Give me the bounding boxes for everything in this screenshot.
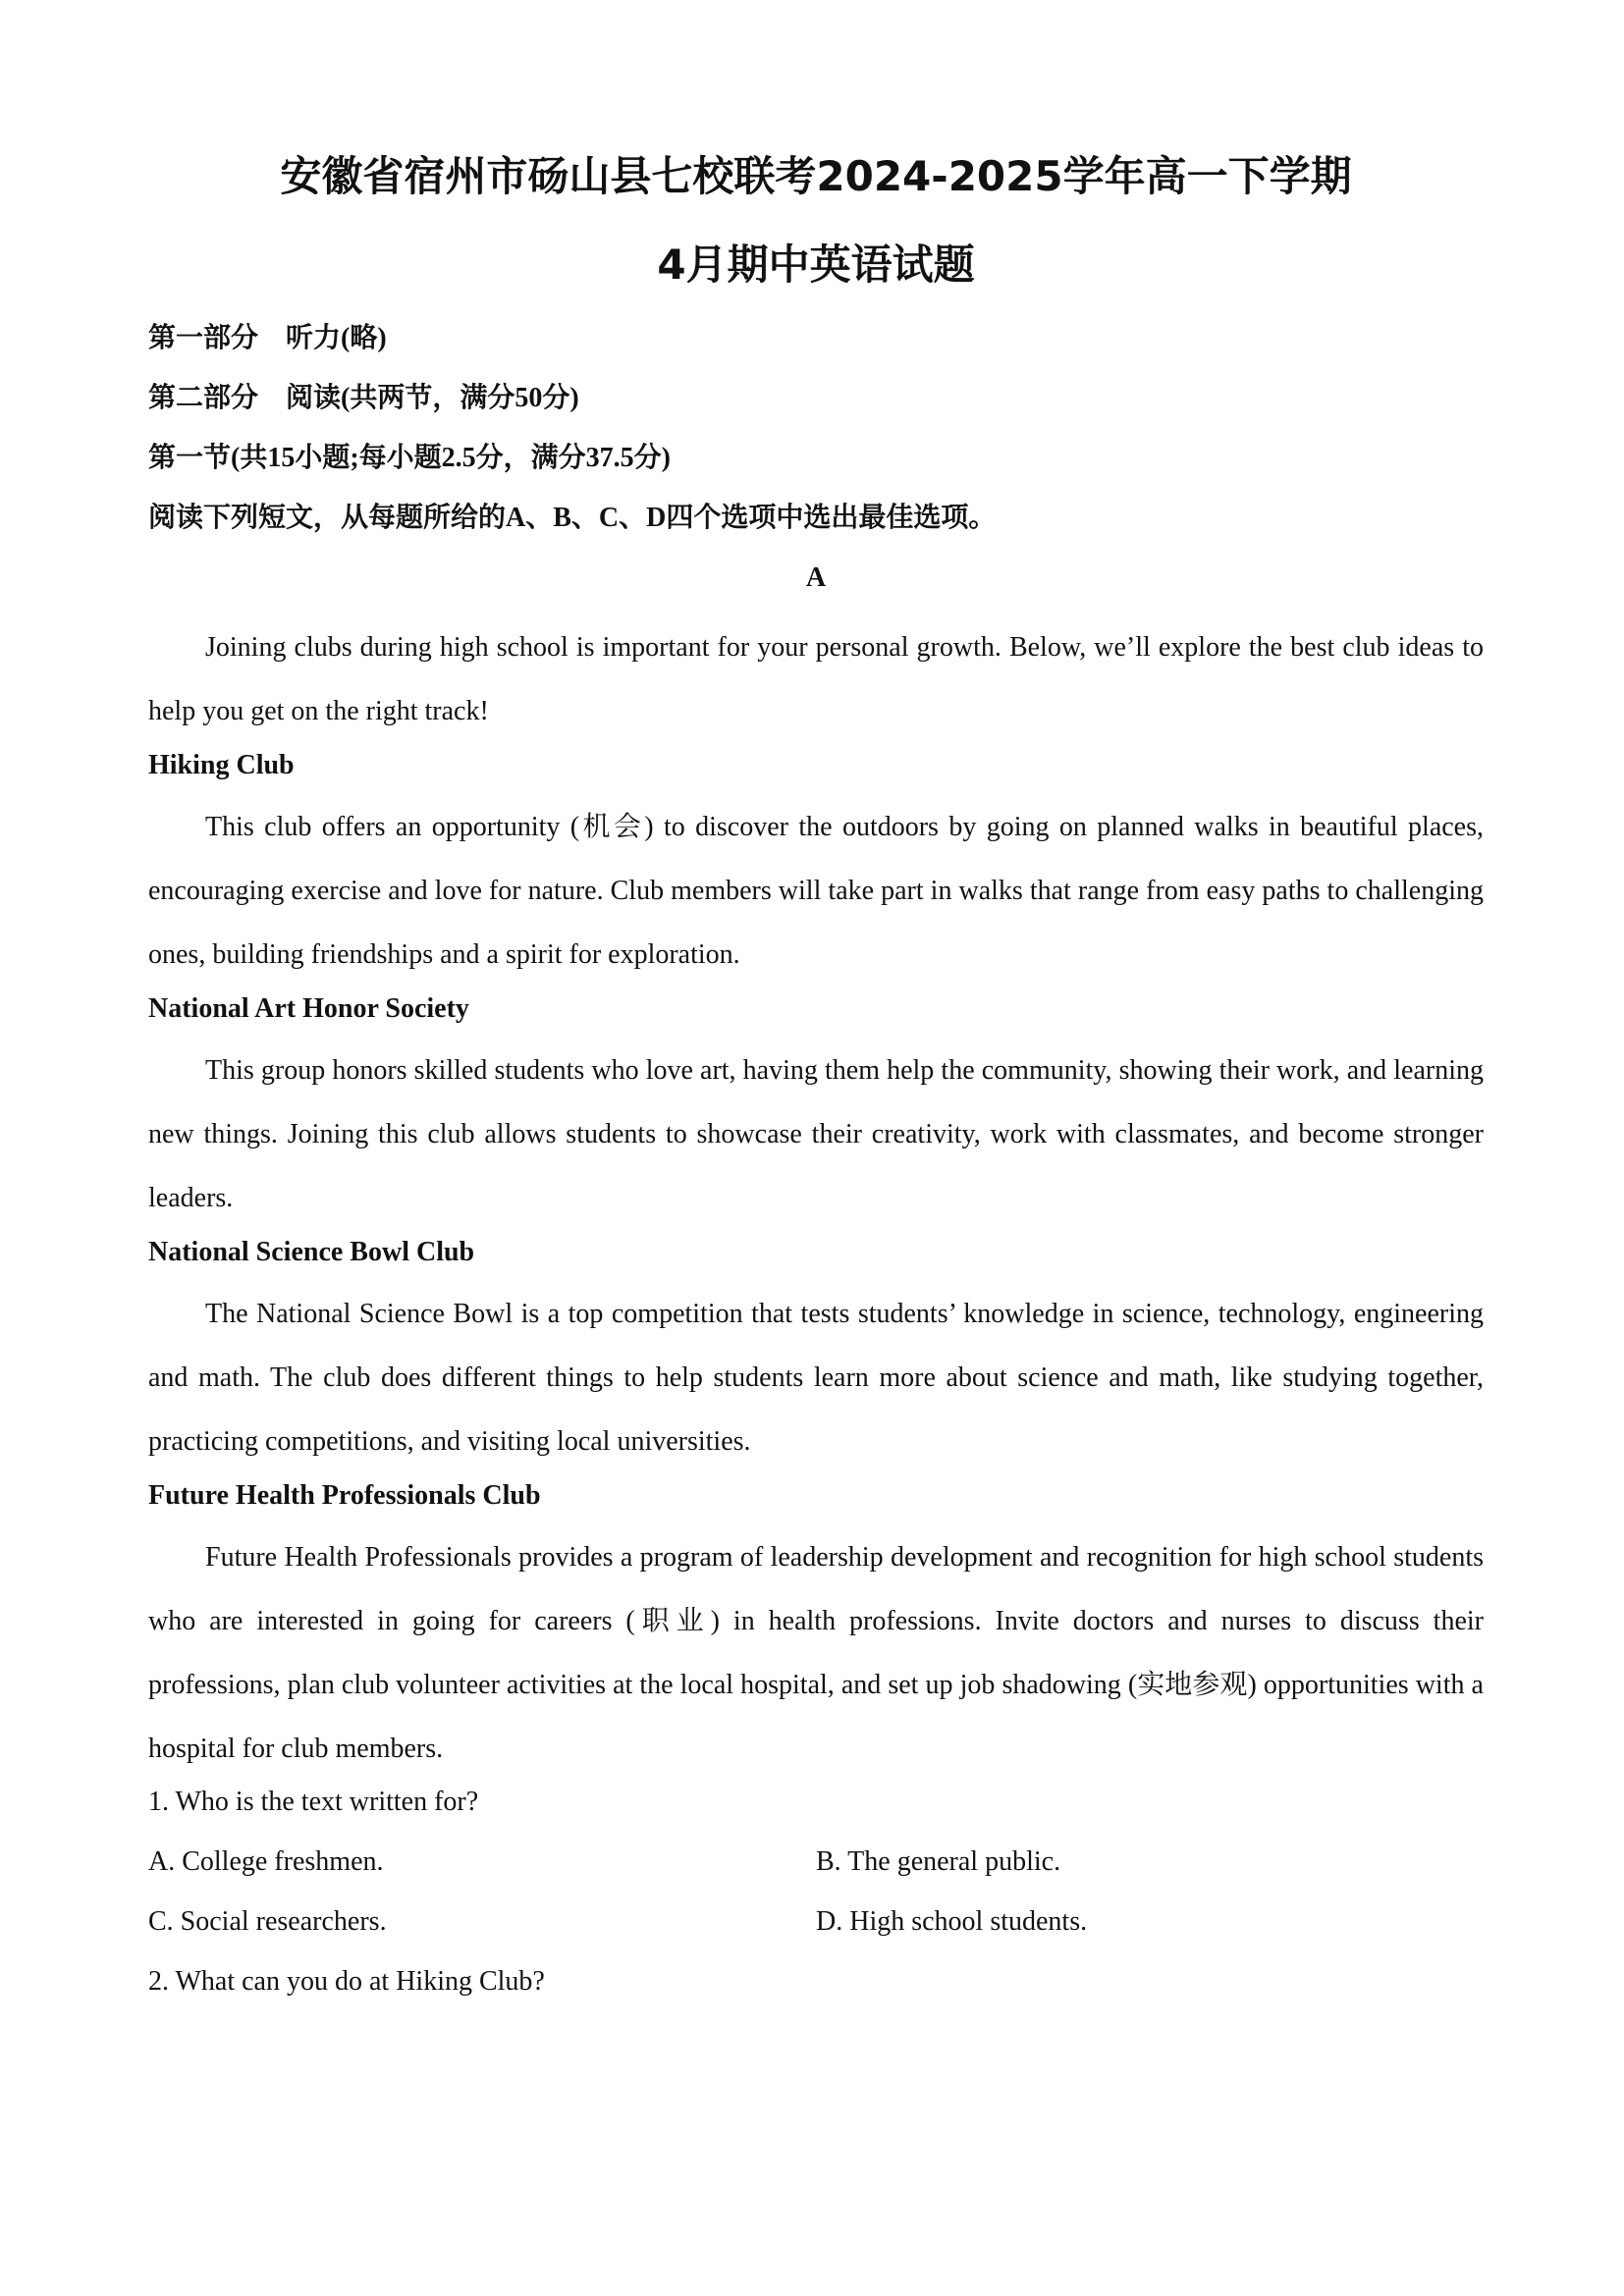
passage-letter: A	[805, 562, 827, 593]
club-description: Future Health Professionals provides a program of leadership development and recognition for high school students who are interested in going for careers (职业) in health professions. Invite doctors and nurses to discuss their professions, plan club volunteer activities at the local hospital, and set up job shadowing (实地参观) opportunities with a hospital for club members.	[148, 1542, 1484, 1764]
option-a: A. College freshmen.	[148, 1846, 384, 1877]
club-future-health	[148, 1476, 1484, 1781]
club-heading: Future Health Professionals Club	[148, 1480, 541, 1511]
club-hiking	[148, 746, 1484, 987]
part-two-heading: 第二部分 阅读(共两节，满分50分)	[148, 383, 579, 413]
reading-directions: 阅读下列短文，从每题所给的A、B、C、D四个选项中选出最佳选项。	[148, 503, 997, 533]
part-one-heading: 第一部分 听力(略)	[148, 323, 387, 353]
club-description: The National Science Bowl is a top competition that tests students’ knowledge in science, technology, engineering and math. The club does different things to help students learn more about science and math, like studying together, practicing competitions, and visiting local universities.	[148, 1299, 1484, 1457]
question-2	[148, 1962, 1484, 2002]
club-heading: Hiking Club	[148, 750, 295, 780]
club-art-honor-society	[148, 989, 1484, 1230]
question-stem: 1. Who is the text written for?	[148, 1787, 479, 1817]
option-c: C. Social researchers.	[148, 1906, 387, 1937]
exam-title-line-1: 安徽省宿州市砀山县七校联考2024-2025学年高一下学期	[280, 152, 1352, 200]
club-heading: National Art Honor Society	[148, 993, 469, 1024]
club-heading: National Science Bowl Club	[148, 1237, 475, 1267]
passage-intro: Joining clubs during high school is important for your personal growth. Below, we’ll explore the best club ideas to help you get on the right track!	[148, 632, 1484, 726]
question-1	[148, 1783, 1484, 1942]
exam-title-line-2: 4月期中英语试题	[657, 240, 975, 289]
club-science-bowl	[148, 1233, 1484, 1473]
question-stem: 2. What can you do at Hiking Club?	[148, 1966, 545, 1997]
option-d: D. High school students.	[816, 1906, 1088, 1937]
section-one-heading: 第一节(共15小题;每小题2.5分，满分37.5分)	[148, 443, 671, 473]
club-description: This group honors skilled students who love art, having them help the community, showing their work, and learning new things. Joining this club allows students to showcase their creativity, work with classmates, and become stronger leaders.	[148, 1055, 1484, 1213]
answer-options	[148, 1842, 1484, 1942]
exam-page	[148, 147, 1484, 2002]
option-b: B. The general public.	[816, 1846, 1061, 1877]
club-description: This club offers an opportunity (机会) to discover the outdoors by going on planned walks in beautiful places, encouraging exercise and love for nature. Club members will take part in walks that range from easy paths to challenging ones, building friendships and a spirit for exploration.	[148, 812, 1484, 970]
